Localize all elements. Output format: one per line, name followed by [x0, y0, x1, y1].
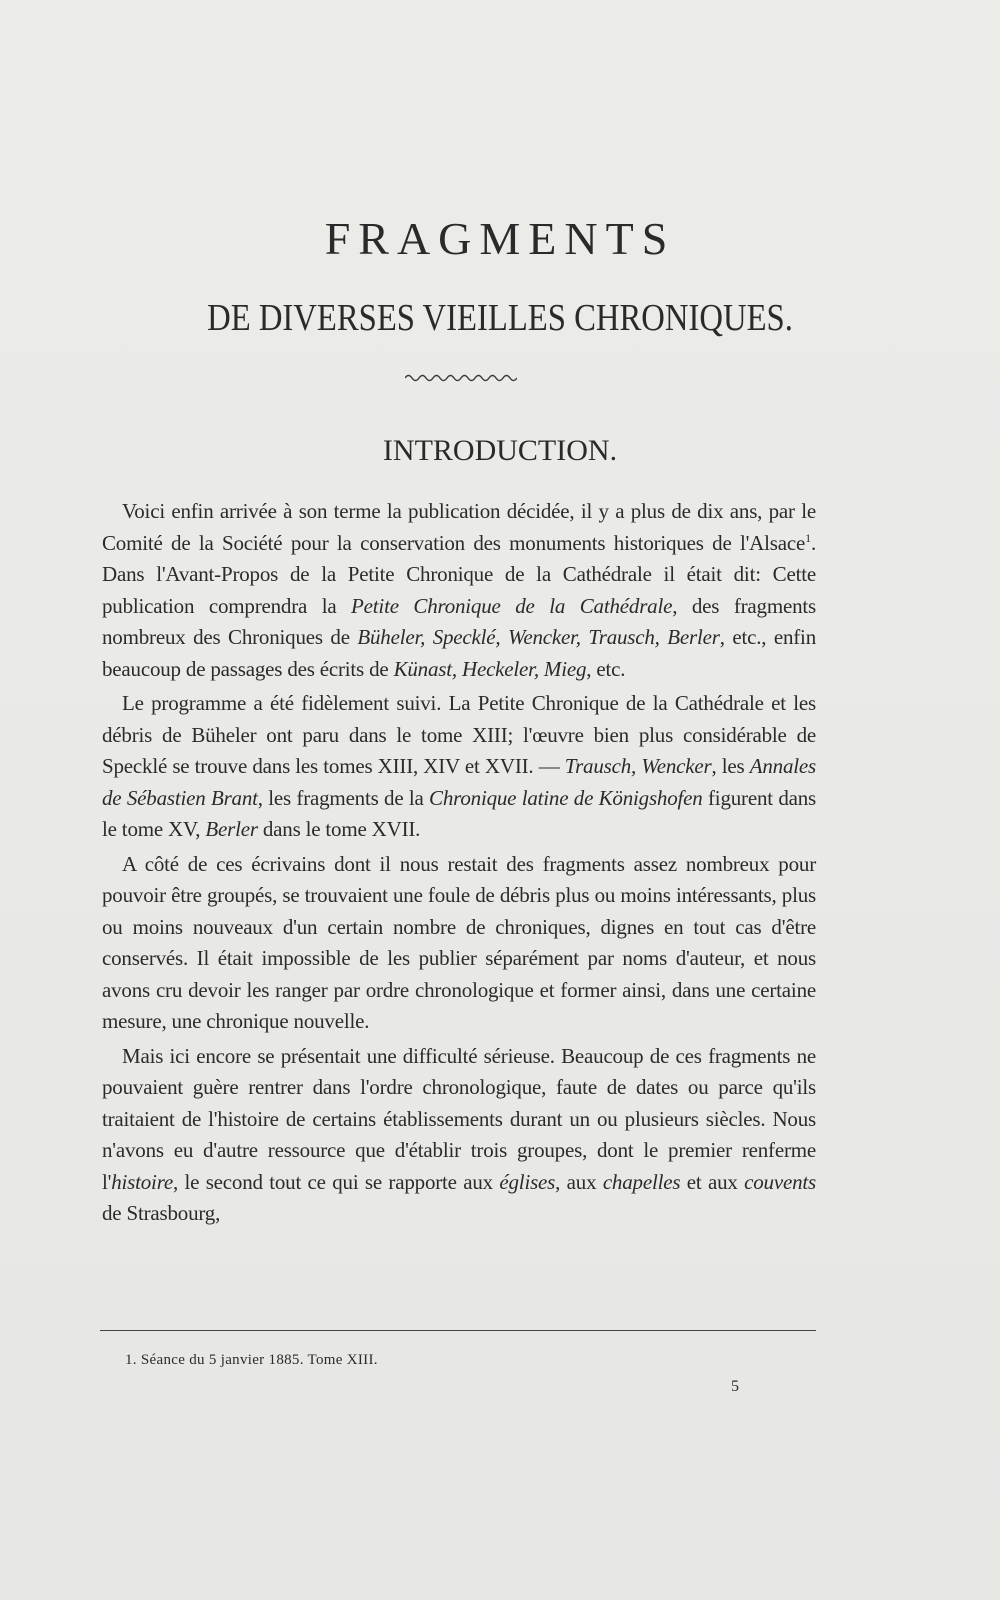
text-run: . Dans l'Avant-Propos de la Petite Chronique de la Cathédrale il était dit: Cette publication comprendra la	[102, 530, 816, 618]
text-run: , etc.	[586, 656, 626, 681]
paragraph	[102, 688, 816, 846]
paragraph	[102, 496, 816, 685]
text-run: Mais ici encore se présentait une difficulté sérieuse. Beaucoup de ces fragments ne pouvaient guère rentrer dans l'ordre chronologique, faute de dates ou parce qu'ils traitaient de l'histoire de certains établissements durant un ou plusieurs siècles. Nous n'avons eu d'autre ressource que d'établir trois groupes, dont le premier renferme l'	[102, 1043, 816, 1194]
italic-text: Trausch, Wencker	[564, 754, 712, 778]
text-run: de Strasbourg,	[102, 1201, 221, 1225]
italic-text: chapelles	[602, 1169, 681, 1194]
italic-text: Annales de Sébastien Brant	[102, 754, 816, 810]
page-number: 5	[731, 1378, 739, 1395]
body-text	[102, 496, 816, 1230]
text-run: , aux	[555, 1169, 603, 1194]
text-run: , des fragments nombreux des Chroniques de	[102, 593, 816, 649]
text-run: Le programme a été fidèlement suivi. La Petite Chronique de la Cathédrale et les débris de Büheler ont paru dans le tome XIII; l'œuvre bien plus considérable de Specklé se trouve dans les tomes XIII, XIV et XVII. —	[102, 691, 816, 778]
text-run: , le second tout ce qui se rapporte aux	[173, 1169, 500, 1194]
text-run: , les	[711, 754, 750, 778]
text-run: et aux	[680, 1169, 745, 1194]
italic-text: Künast, Heckeler, Mieg	[393, 656, 587, 681]
italic-text: églises	[499, 1169, 556, 1194]
paragraph	[102, 1041, 816, 1230]
text-run: , etc., enfin beaucoup de passages des écrits de	[102, 625, 816, 681]
footnote: 1. Séance du 5 janvier 1885. Tome XIII.	[125, 1352, 378, 1368]
footnote-ref: 1	[805, 530, 811, 545]
italic-text: Berler	[205, 817, 258, 841]
italic-text: Petite Chronique de la Cathédrale	[351, 593, 673, 618]
text-run: A côté de ces écrivains dont il nous restait des fragments assez nombreux pour pouvoir être groupés, se trouvaient une foule de débris plus ou moins intéressants, plus ou moins nouveaux d'un certain nombre de chroniques, dignes en tout cas d'être conservés. Il était impossible de les publier séparément par noms d'auteur, et nous avons cru devoir les ranger par ordre chronologique et former ainsi, dans une certaine mesure, une chronique nouvelle.	[102, 851, 816, 1033]
text-run: dans le tome XVII.	[257, 817, 421, 841]
italic-text: couvents	[744, 1169, 816, 1194]
italic-text: Chronique latine de Königshofen	[429, 785, 703, 810]
text-run: Voici enfin arrivée à son terme la publication décidée, il y a plus de dix ans, par le Comité de la Société pour la conservation des monuments historiques de l'Alsace	[102, 499, 816, 555]
italic-text: histoire	[111, 1169, 174, 1194]
paragraph	[102, 849, 816, 1038]
page-subtitle: DE DIVERSES VIEILLES CHRONIQUES.	[207, 297, 793, 339]
text-run: figurent dans le tome XV,	[102, 785, 817, 841]
italic-text: Büheler, Specklé, Wencker, Trausch, Berler	[357, 625, 720, 649]
footnote-rule	[100, 1330, 816, 1331]
text-run: , les fragments de la	[257, 785, 430, 810]
section-heading: INTRODUCTION.	[382, 434, 618, 467]
ornament-divider-icon	[405, 372, 517, 384]
page-title: FRAGMENTS	[324, 213, 676, 264]
